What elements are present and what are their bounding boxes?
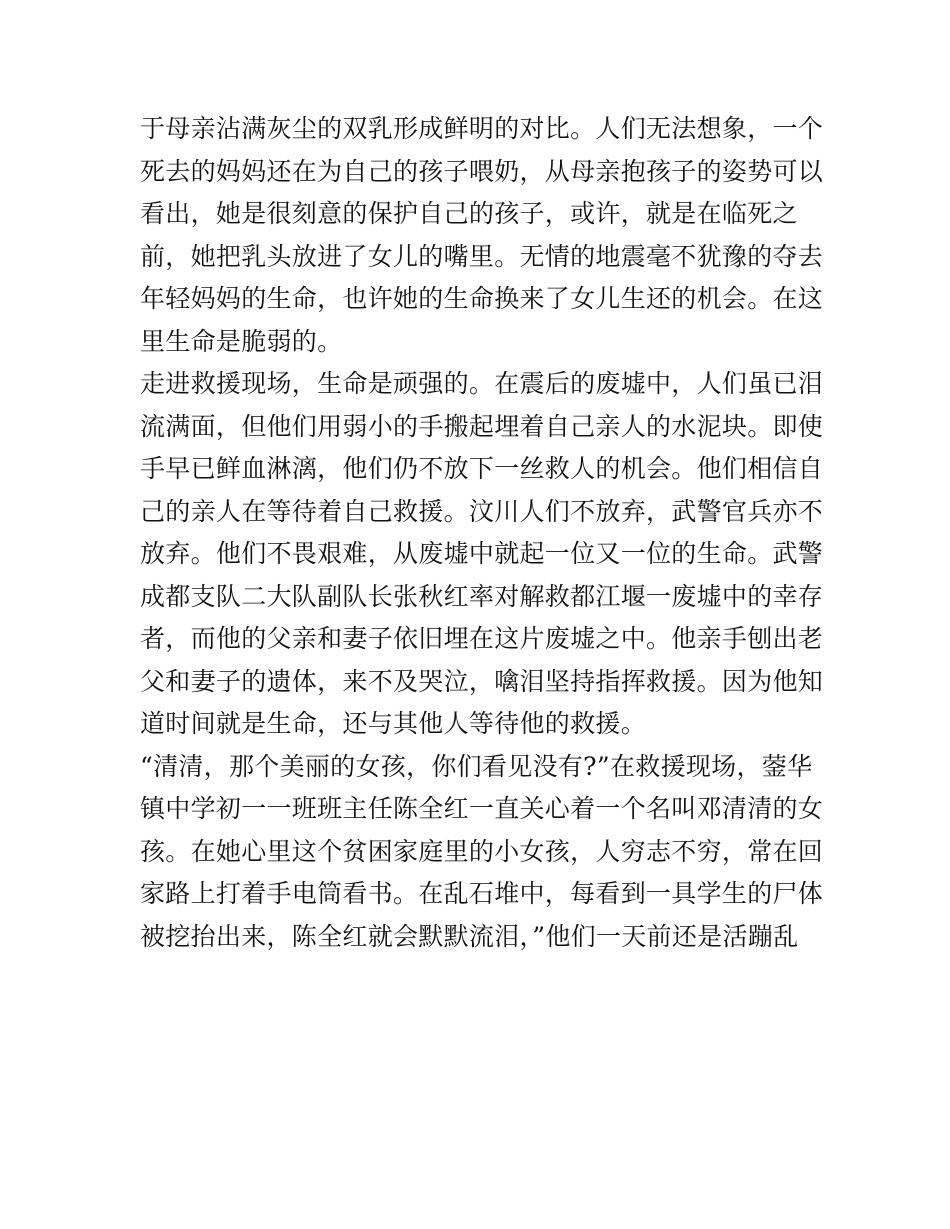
text-line: 家路上打着手电筒看书。在乱石堆中，每看到一具学生的尸体 bbox=[140, 879, 824, 908]
text-line: 走进救援现场，生命是顽强的。在震后的废墟中，人们虽已泪 bbox=[140, 369, 824, 398]
text-line: 被挖抬出来，陈全红就会默默流泪，”他们一天前还是活蹦乱 bbox=[140, 921, 799, 951]
text-line: 父和妻子的遗体，来不及哭泣，噙泪坚持指挥救援。因为他知 bbox=[140, 666, 824, 696]
text-line: 死去的妈妈还在为自己的孩子喂奶，从母亲抱孩子的姿势可以 bbox=[140, 156, 824, 186]
text-line: 道时间就是生命，还与其他人等待他的救援。 bbox=[140, 709, 647, 738]
text-line: “清清，那个美丽的女孩，你们看见没有?”在救援现场，蓥华 bbox=[140, 751, 813, 781]
text-line: 流满面，但他们用弱小的手搬起埋着自己亲人的水泥块。即使 bbox=[140, 411, 824, 441]
text-line: 者，而他的父亲和妻子依旧埋在这片废墟之中。他亲手刨出老 bbox=[140, 624, 824, 653]
text-line: 己的亲人在等待着自己救援。汶川人们不放弃，武警官兵亦不 bbox=[140, 496, 824, 526]
text-line: 年轻妈妈的生命，也许她的生命换来了女儿生还的机会。在这 bbox=[140, 284, 824, 313]
text-line: 孩。在她心里这个贫困家庭里的小女孩，人穷志不穷，常在回 bbox=[140, 836, 824, 866]
text-line: 于母亲沾满灰尘的双乳形成鲜明的对比。人们无法想象，一个 bbox=[140, 114, 824, 143]
text-line: 镇中学初一一班班主任陈全红一直关心着一个名叫邓清清的女 bbox=[140, 794, 824, 823]
text-line: 成都支队二大队副队长张秋红率对解救都江堰一废墟中的幸存 bbox=[140, 581, 824, 611]
text-line: 手早已鲜血淋漓，他们仍不放下一丝救人的机会。他们相信自 bbox=[140, 454, 824, 483]
text-line: 里生命是脆弱的。 bbox=[140, 326, 343, 356]
text-line: 放弃。他们不畏艰难，从废墟中就起一位又一位的生命。武警 bbox=[140, 539, 824, 568]
text-line: 看出，她是很刻意的保护自己的孩子，或许，就是在临死之 bbox=[140, 199, 798, 228]
body-text bbox=[140, 108, 824, 958]
text-line: 前，她把乳头放进了女儿的嘴里。无情的地震毫不犹豫的夺去 bbox=[140, 241, 824, 271]
